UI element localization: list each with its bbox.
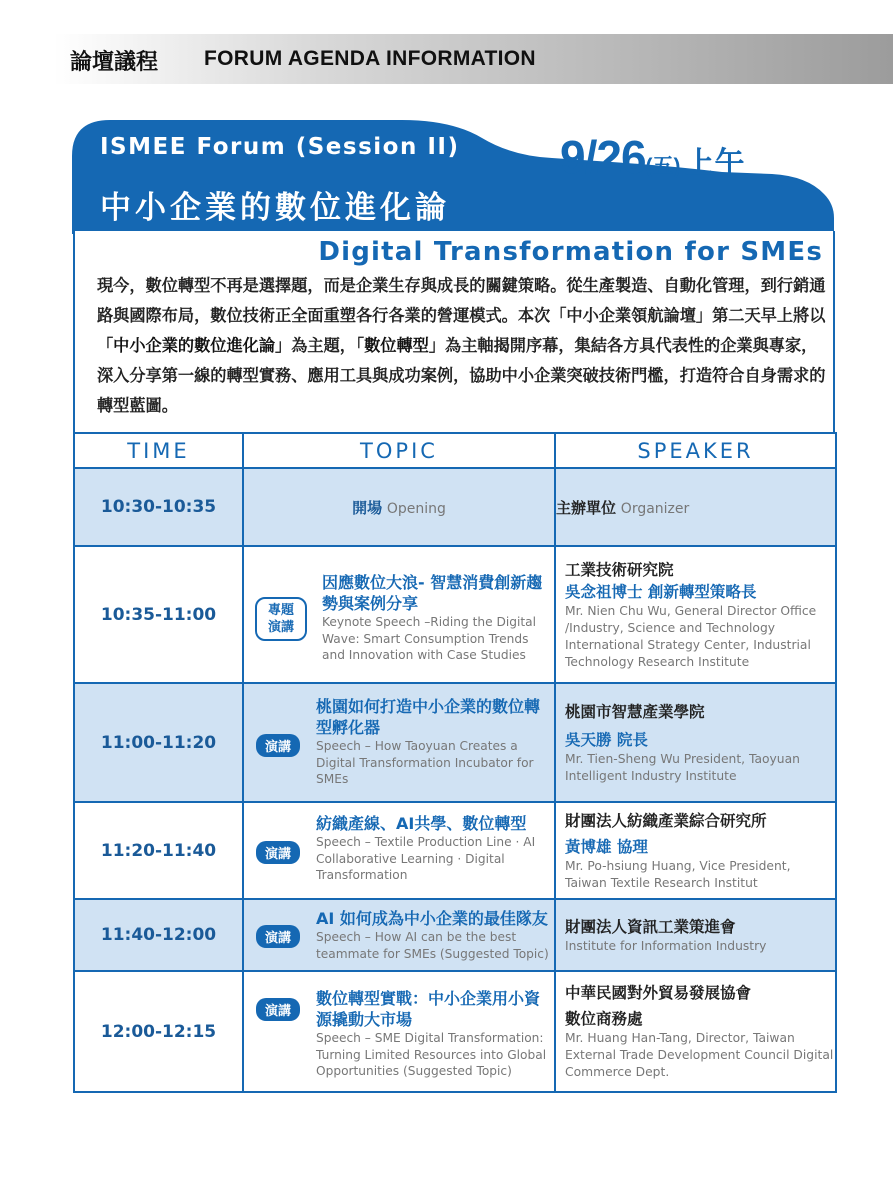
topic-en: Speech – Textile Production Line · AI Collaborative Learning · Digital Transformation: [316, 835, 536, 882]
speaker-en: Mr. Huang Han-Tang, Director, Taiwan External Trade Development Council Digital Commerce Dept.: [565, 1031, 834, 1079]
table-header-row: [74, 433, 836, 468]
row-topic: [243, 468, 555, 546]
row-topic: [243, 971, 555, 1092]
date-day: 9/26: [560, 131, 646, 183]
row-time: 10:30-10:35: [74, 468, 243, 546]
topic-zh: 開場: [352, 498, 383, 517]
topic-zh: 紡織產線、AI共學、數位轉型: [316, 814, 527, 833]
speech-badge: 演講: [256, 998, 300, 1021]
date-weekday: (五): [645, 155, 681, 178]
table-row: [74, 971, 836, 1092]
topic-en: Speech – SME Digital Transformation: Turning Limited Resources into Global Opportunities (Suggested Topic): [316, 1031, 547, 1078]
speaker-org: 財團法人資訊工業策進會: [565, 917, 736, 936]
row-topic: [243, 683, 555, 802]
row-topic: [243, 802, 555, 899]
topic-zh: AI 如何成為中小企業的最佳隊友: [316, 909, 548, 928]
speaker-org: 桃園市智慧產業學院: [565, 702, 705, 721]
topic-body: [322, 572, 550, 664]
intro-highlight-2: 「數位轉型」: [356, 336, 446, 355]
keynote-badge: [255, 597, 307, 641]
topic-zh: 因應數位大浪- 智慧消費創新趨勢與案例分享: [322, 573, 543, 613]
topic-en: Opening: [386, 500, 446, 517]
speaker-name: 數位商務處: [565, 1010, 643, 1028]
speech-badge: 演講: [256, 925, 300, 948]
topic-zh: 數位轉型實戰：中小企業用小資源撬動大市場: [316, 989, 541, 1029]
topic-body: [316, 988, 550, 1080]
speech-badge: 演講: [256, 841, 300, 864]
table-row: [74, 802, 836, 899]
speaker-org: 中華民國對外貿易發展協會: [565, 984, 752, 1002]
topic-body: [316, 908, 550, 962]
row-speaker: [555, 468, 836, 546]
row-topic: [243, 899, 555, 971]
speaker-org-en: Organizer: [620, 500, 690, 517]
session-title-zh: 中小企業的數位進化論: [100, 190, 450, 226]
session-title-en: Digital Transformation for SMEs: [318, 237, 823, 267]
date-period: 上午: [684, 147, 745, 180]
intro-highlight-1: 「中小企業的數位進化論」: [97, 336, 292, 355]
row-time: 12:00-12:15: [74, 971, 243, 1092]
row-time: 10:35-11:00: [74, 546, 243, 683]
speaker-en: Mr. Tien-Sheng Wu President, Taoyuan Intelligent Industry Institute: [565, 751, 800, 783]
row-time: 11:40-12:00: [74, 899, 243, 971]
speaker-en: Mr. Po-hsiung Huang, Vice President, Taiwan Textile Research Institut: [565, 858, 791, 890]
intro-paragraph: [97, 271, 827, 421]
row-speaker: [555, 546, 836, 683]
topic-body: [316, 696, 550, 788]
speaker-org: 工業技術研究院: [565, 560, 674, 579]
badge-line-1: 專題: [267, 603, 294, 618]
header-speaker: SPEAKER: [555, 433, 836, 468]
topic-en: Keynote Speech –Riding the Digital Wave: Smart Consumption Trends and Innovation with Case Studies: [322, 615, 537, 662]
intro-box: [73, 231, 835, 434]
row-speaker: [555, 683, 836, 802]
session-date: [560, 130, 745, 184]
speaker-org: 財團法人紡織產業綜合研究所: [565, 811, 767, 830]
table-row: [74, 683, 836, 802]
speaker-org: 主辦單位: [556, 498, 617, 517]
speaker-name: 吳天勝 院長: [565, 730, 648, 749]
topic-en: Speech – How AI can be the best teammate for SMEs (Suggested Topic): [316, 930, 549, 961]
agenda-table: [73, 432, 837, 1093]
row-topic: [243, 546, 555, 683]
topic-zh: 桃園如何打造中小企業的數位轉型孵化器: [316, 697, 541, 737]
topic-en: Speech – How Taoyuan Creates a Digital Transformation Incubator for SMEs: [316, 739, 534, 786]
speaker-en: Mr. Nien Chu Wu, General Director Office /Industry, Science and Technology International Strategy Center, Industrial Technology Research Institute: [565, 603, 817, 669]
speaker-name: 吳念祖博士 創新轉型策略長: [565, 582, 757, 601]
topic-body: [316, 813, 550, 884]
intro-text-2: 為主題，: [291, 336, 356, 355]
header-topic: TOPIC: [243, 433, 555, 468]
row-speaker: [555, 971, 836, 1092]
header-title-zh: 論壇議程: [70, 50, 159, 75]
intro-text-3: 為主軸揭開序幕，集結各方具代表性的企業與專家，深入分享第一線的轉型實務、應用工具與成功案例，協助中小企業突破技術門檻，打造符合自身需求的轉型藍圖。: [97, 336, 826, 415]
speaker-name: 黃博雄 協理: [565, 837, 648, 856]
table-row: [74, 468, 836, 546]
header-title-en: FORUM AGENDA INFORMATION: [204, 47, 536, 70]
speaker-en: Institute for Information Industry: [565, 938, 767, 953]
table-row: [74, 899, 836, 971]
session-title: ISMEE Forum (Session II): [100, 134, 460, 160]
row-time: 11:00-11:20: [74, 683, 243, 802]
row-speaker: [555, 899, 836, 971]
speech-badge: 演講: [256, 734, 300, 757]
row-speaker: [555, 802, 836, 899]
row-time: 11:20-11:40: [74, 802, 243, 899]
table-row: [74, 546, 836, 683]
intro-text-1: 現今，數位轉型不再是選擇題，而是企業生存與成長的關鍵策略。從生產製造、自動化管理，到行銷通路與國際布局，數位技術正全面重塑各行各業的營運模式。本次「中小企業領航論壇」第二天早上將以: [97, 276, 826, 325]
badge-line-2: 演講: [267, 620, 294, 635]
header-time: TIME: [74, 433, 243, 468]
page-header-bar: [0, 34, 893, 84]
